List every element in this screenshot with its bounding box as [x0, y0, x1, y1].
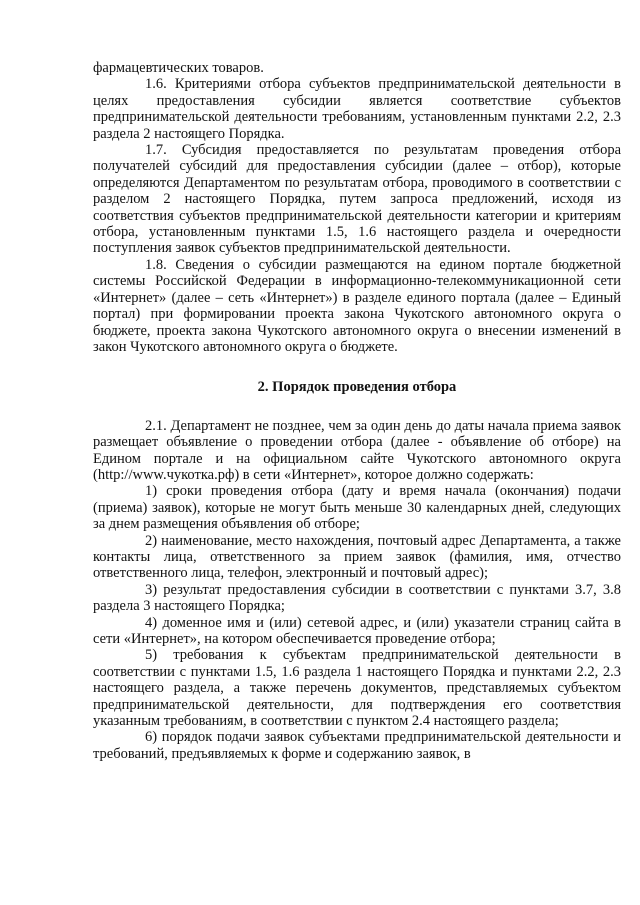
list-item-2: 2) наименование, место нахождения, почтовый адрес Департамента, а также контакты лица, ответственного за прием заявок (фамилия, имя, отчество ответственного лица, телефон, электронный и почтовый адрес);: [93, 532, 621, 582]
list-item-4: 4) доменное имя и (или) сетевой адрес, и (или) указатели страниц сайта в сети «Интернет», на котором обеспечивается проведение отбора;: [93, 614, 621, 647]
section-heading: 2. Порядок проведения отбора: [257, 379, 457, 396]
paragraph-1-8: 1.8. Сведения о субсидии размещаются на едином портале бюджетной системы Российской Федерации в информационно-телекоммуникационной сети «Интернет» (далее – сеть «Интернет») в разделе единого портала (далее – Единый портал) при формировании проекта закона Чукотского автономного округа о бюджете, проекта закона Чукотского автономного округа о внесении изменений в закон Чукотского автономного округа о бюджете.: [93, 256, 621, 355]
document-page: [93, 60, 621, 762]
paragraph-continuation: фармацевтических товаров.: [93, 60, 264, 76]
paragraph-1-7: 1.7. Субсидия предоставляется по результатам проведения отбора получателей субсидий для предоставления субсидии (далее – отбор), которые определяются Департаментом по результатам отбора, проводимого в соответствии с разделом 2 настоящего Порядка, путем запроса предложений, исходя из соответствия субъектов предпринимательской деятельности категории и критериям отбора, установленным пунктами 1.5, 1.6 настоящего раздела и очередности поступления заявок субъектов предпринимательской деятельности.: [93, 142, 621, 257]
list-item-1: 1) сроки проведения отбора (дату и время начала (окончания) подачи (приема) заявок), которые не могут быть меньше 30 календарных дней, следующих за днем размещения объявления об отборе;: [93, 483, 621, 533]
paragraph-2-1: 2.1. Департамент не позднее, чем за один день до даты начала приема заявок размещает объявление о проведении отбора (далее - объявление об отборе) на Едином портале и на официальном сайте Чукотского автономного округа (http://www.чукотка.рф) в сети «Интернет», которое должно содержать:: [93, 417, 621, 483]
list-item-6: 6) порядок подачи заявок субъектами предпринимательской деятельности и требований, предъявляемых к форме и содержанию заявок, в: [93, 729, 621, 762]
list-item-5: 5) требования к субъектам предпринимательской деятельности в соответствии с пунктами 1.5, 1.6 раздела 1 настоящего Порядка и пунктами 2.2, 2.3 настоящего раздела, а также перечень документов, представляемых субъектом предпринимательской деятельности, для подтверждения его соответствия указанным требованиям, в соответствии с пунктом 2.4 настоящего раздела;: [93, 647, 621, 730]
paragraph-1-6: 1.6. Критериями отбора субъектов предпринимательской деятельности в целях предоставления субсидии является соответствие субъектов предпринимательской деятельности требованиям, установленным пунктами 2.2, 2.3 раздела 2 настоящего Порядка.: [93, 76, 621, 142]
list-item-3: 3) результат предоставления субсидии в соответствии с пунктами 3.7, 3.8 раздела 3 настоящего Порядка;: [93, 581, 621, 615]
